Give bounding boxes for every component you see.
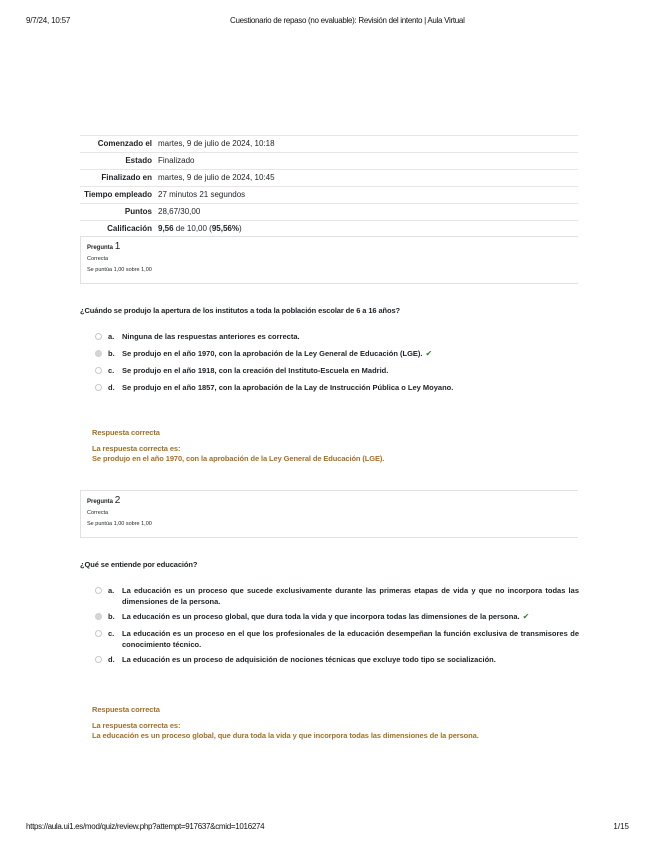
- answer-letter: a.: [108, 586, 115, 595]
- summary-label: Finalizado en: [101, 173, 152, 182]
- grade-score: 9,56: [158, 224, 174, 233]
- answer-text: Ninguna de las respuestas anteriores es correcta.: [122, 332, 300, 341]
- page-number: 1/15: [613, 822, 629, 831]
- radio-icon[interactable]: [95, 630, 102, 637]
- print-date: 9/7/24, 10:57: [26, 16, 71, 25]
- radio-icon[interactable]: [95, 384, 102, 391]
- question-feedback: [92, 428, 578, 464]
- answer-text: La educación es un proceso de adquisición de nociones técnicas que excluye todo tipo se socialización.: [122, 655, 496, 664]
- answer-letter: a.: [108, 332, 115, 341]
- summary-row-state: [80, 152, 578, 169]
- right-answer-label: La respuesta correcta es:: [92, 721, 181, 730]
- radio-icon[interactable]: [95, 333, 102, 340]
- answer-list: [95, 585, 579, 665]
- answer-text: Se produjo en el año 1918, con la creación del Instituto-Escuela en Madrid.: [122, 366, 389, 375]
- page-url: https://aula.ui1.es/mod/quiz/review.php?attempt=917637&cmid=1016274: [26, 822, 265, 831]
- question-number-value: 2: [114, 495, 121, 506]
- answer-option-a[interactable]: [95, 585, 579, 607]
- question-feedback: [92, 705, 578, 741]
- correct-check-icon: ✔: [425, 349, 433, 358]
- right-answer-label: La respuesta correcta es:: [92, 444, 181, 453]
- question-info-box: [80, 236, 578, 284]
- radio-checked-icon[interactable]: [95, 613, 102, 620]
- question-number-value: 1: [114, 241, 121, 252]
- question-label: Pregunta: [87, 499, 114, 505]
- answer-letter: b.: [108, 612, 115, 621]
- summary-value: martes, 9 de julio de 2024, 10:18: [158, 139, 275, 148]
- answer-option-a[interactable]: [95, 331, 579, 342]
- summary-value: 28,67/30,00: [158, 207, 201, 216]
- radio-icon[interactable]: [95, 367, 102, 374]
- summary-label: Comenzado el: [97, 139, 152, 148]
- attempt-summary-table: [80, 135, 578, 238]
- answer-letter: d.: [108, 383, 115, 392]
- answer-text: Se produjo en el año 1970, con la aprobación de la Ley General de Educación (LGE).: [122, 349, 423, 358]
- answer-option-b[interactable]: [95, 611, 579, 622]
- question-grade: Se puntúa 1,00 sobre 1,00: [87, 267, 152, 273]
- correct-check-icon: ✔: [522, 612, 530, 621]
- radio-checked-icon[interactable]: [95, 350, 102, 357]
- answer-letter: c.: [108, 366, 115, 375]
- print-footer: [0, 822, 655, 834]
- question-text: ¿Qué se entiende por educación?: [80, 560, 198, 569]
- answer-letter: d.: [108, 655, 115, 664]
- grade-max: de 10,00 (: [173, 224, 212, 233]
- question-grade: Se puntúa 1,00 sobre 1,00: [87, 521, 152, 527]
- summary-label: Calificación: [107, 224, 152, 233]
- summary-row-points: [80, 203, 578, 220]
- answer-option-d[interactable]: [95, 654, 579, 665]
- grade-percent: 95,56%: [211, 224, 239, 233]
- question-state: Correcta: [87, 510, 109, 516]
- answer-text: La educación es un proceso global, que dura toda la vida y que incorpora todas las dimensiones de la persona.: [122, 612, 520, 621]
- question-state: Correcta: [87, 256, 109, 262]
- grade-close-paren: ): [238, 224, 242, 233]
- print-page-title: Cuestionario de repaso (no evaluable): Revisión del intento | Aula Virtual: [230, 16, 465, 25]
- summary-value: martes, 9 de julio de 2024, 10:45: [158, 173, 275, 182]
- answer-text: La educación es un proceso que sucede exclusivamente durante las primeras etapas de vida y que no incorpora todas las dimensiones de la persona.: [122, 586, 579, 606]
- radio-icon[interactable]: [95, 656, 102, 663]
- summary-value: 27 minutos 21 segundos: [158, 190, 246, 199]
- summary-label: Estado: [125, 156, 152, 165]
- question-label: Pregunta: [87, 245, 114, 251]
- answer-option-b[interactable]: [95, 348, 579, 359]
- summary-row-started: [80, 135, 578, 152]
- answer-letter: c.: [108, 629, 115, 638]
- answer-letter: b.: [108, 349, 115, 358]
- summary-value: [158, 224, 578, 234]
- question-text: ¿Cuándo se produjo la apertura de los institutos a toda la población escolar de 6 a 16 años?: [80, 306, 401, 315]
- right-answer-text: Se produjo en el año 1970, con la aprobación de la Ley General de Educación (LGE).: [92, 454, 385, 463]
- question-info-box: [80, 490, 578, 538]
- answer-list: [95, 331, 579, 393]
- question-number: [87, 242, 572, 253]
- answer-option-d[interactable]: [95, 382, 579, 393]
- answer-option-c[interactable]: [95, 365, 579, 376]
- radio-icon[interactable]: [95, 587, 102, 594]
- summary-value: Finalizado: [158, 156, 195, 165]
- feedback-title: Respuesta correcta: [92, 705, 160, 714]
- feedback-title: Respuesta correcta: [92, 428, 160, 437]
- summary-row-finished: [80, 169, 578, 186]
- summary-label: Tiempo empleado: [84, 190, 152, 199]
- question-number: [87, 496, 572, 507]
- answer-text: Se produjo en el año 1857, con la aprobación de la Lay de Instrucción Pública o Ley Moyano.: [122, 383, 454, 392]
- print-header: [0, 16, 655, 28]
- right-answer-text: La educación es un proceso global, que dura toda la vida y que incorpora todas las dimensiones de la persona.: [92, 731, 479, 740]
- summary-label: Puntos: [124, 207, 152, 216]
- answer-option-c[interactable]: [95, 628, 579, 650]
- summary-row-time-taken: [80, 186, 578, 203]
- answer-text: La educación es un proceso en el que los profesionales de la educación desempeñan la función exclusiva de transmisores de conocimiento técnico.: [122, 629, 579, 649]
